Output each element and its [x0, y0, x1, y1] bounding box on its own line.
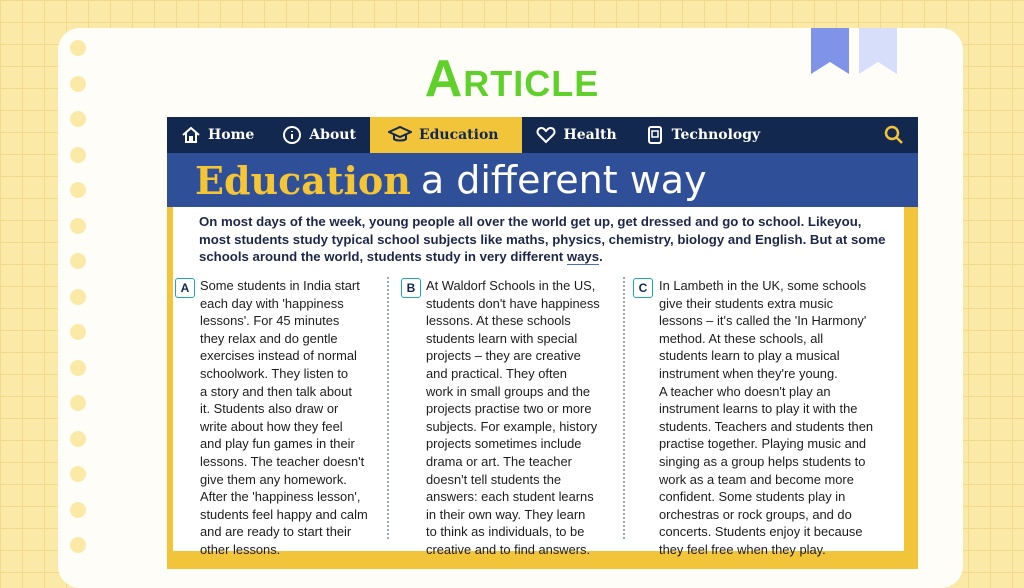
text-line: projects practise two or more — [426, 401, 592, 417]
badge-c: C — [633, 278, 653, 298]
graduation-cap-icon — [388, 125, 412, 145]
ring-hole — [70, 253, 86, 269]
ring-hole — [70, 218, 86, 234]
text-line: give their students extra music — [659, 295, 834, 311]
text-line: instrument learns to play it with the — [659, 401, 858, 417]
nav-label: About — [309, 127, 356, 143]
ring-hole — [70, 537, 86, 553]
ring-hole — [70, 324, 86, 340]
text-line: they relax and do gentle — [200, 330, 338, 346]
text-line: schoolwork. They listen to — [200, 365, 349, 381]
article-screenshot — [167, 117, 918, 569]
text-line: to think as individuals, to be — [426, 524, 585, 540]
tablet-icon — [645, 125, 665, 145]
text-line: drama or art. The teacher — [426, 453, 572, 469]
ring-hole — [70, 289, 86, 305]
intro-underlined-word: ways — [566, 249, 600, 264]
nav-bar — [167, 117, 918, 153]
text-line: projects – they are creative — [426, 348, 581, 364]
text-line: After the 'happiness lesson', — [200, 489, 361, 505]
ring-hole — [70, 111, 86, 127]
text-line: lessons. At these schools — [426, 313, 571, 329]
nav-label: Home — [208, 127, 255, 143]
column-c — [659, 277, 873, 559]
text-line: students. Teachers and students then — [659, 418, 874, 434]
search-icon[interactable] — [884, 125, 904, 145]
text-line: they feel free when they play. — [659, 541, 826, 557]
article-body — [167, 207, 918, 559]
ring-hole — [70, 502, 86, 518]
article-headline — [167, 153, 918, 207]
ring-hole — [70, 182, 86, 198]
text-line: students don't have happiness — [426, 295, 600, 311]
text-line: each day with 'happiness — [200, 295, 344, 311]
text-line: students learn to play a musical — [659, 348, 840, 364]
ring-hole — [70, 360, 86, 376]
text-line: At Waldorf Schools in the US, — [426, 278, 596, 293]
text-line: concerts. Students enjoy it because — [659, 524, 863, 540]
text-line: doesn't tell students the — [426, 471, 562, 487]
text-line: give them any homework. — [200, 471, 347, 487]
slide-title: Article — [424, 50, 600, 108]
text-line: Some students in India start — [200, 278, 360, 293]
text-line: projects sometimes include — [426, 436, 582, 452]
column-b — [426, 277, 600, 559]
badge-b: B — [401, 278, 421, 298]
text-line: students learn with special — [426, 330, 578, 346]
nav-item-about[interactable] — [268, 117, 370, 153]
heart-icon — [536, 125, 556, 145]
text-line: A teacher who doesn't play an — [659, 383, 831, 399]
text-line: work as a team and become more — [659, 471, 854, 487]
text-line: instrument when they're young. — [659, 365, 838, 381]
headline-rest: a different way — [420, 158, 707, 202]
text-line: confident. Some students play in — [659, 489, 846, 505]
headline-bold: Education — [195, 157, 411, 203]
intro-text: On most days of the week, young people all over the world get up, get dressed and go to school. Likeyou, most students study typical school subjects like maths, physics, chemistry, biology and English. But at some schools around the world, students study in very different — [199, 214, 886, 264]
text-line: lessons'. For 45 minutes — [200, 313, 340, 329]
text-line: in their own way. They learn — [426, 506, 586, 522]
text-line: subjects. For example, history — [426, 418, 598, 434]
text-line: and play fun games in their — [200, 436, 355, 452]
ring-hole — [70, 147, 86, 163]
text-line: In Lambeth in the UK, some schools — [659, 278, 867, 293]
text-line: students feel happy and calm — [200, 506, 368, 522]
nav-item-health[interactable] — [522, 117, 630, 153]
ring-hole — [70, 466, 86, 482]
nav-item-home[interactable] — [167, 117, 268, 153]
text-line: creative and to find answers. — [426, 541, 591, 557]
text-line: lessons – it's called the 'In Harmony' — [659, 313, 867, 329]
text-line: and practical. They often — [426, 365, 567, 381]
text-line: lessons. The teacher doesn't — [200, 453, 365, 469]
text-line: other lessons. — [200, 541, 281, 557]
text-line: exercises instead of normal — [200, 348, 357, 364]
ring-hole — [70, 431, 86, 447]
text-line: orchestras or rock groups, and do — [659, 506, 852, 522]
nav-label: Health — [563, 127, 617, 143]
column-a — [200, 277, 368, 559]
text-line: method. At these schools, all — [659, 330, 824, 346]
home-icon — [181, 125, 201, 145]
nav-item-technology[interactable] — [631, 117, 775, 153]
text-line: singing as a group helps students to — [659, 453, 866, 469]
text-line: it. Students also draw or — [200, 401, 339, 417]
column-divider — [387, 277, 389, 539]
badge-a: A — [175, 278, 195, 298]
text-line: write about how they feel — [200, 418, 343, 434]
nav-label: Education — [418, 127, 499, 143]
nav-item-education[interactable] — [370, 117, 523, 153]
text-line: and are ready to start their — [200, 524, 352, 540]
nav-label: Technology — [671, 127, 761, 143]
text-line: practise together. Playing music and — [659, 436, 867, 452]
article-intro — [199, 213, 889, 266]
column-divider — [623, 277, 625, 539]
text-line: work in small groups and the — [426, 383, 591, 399]
text-line: answers: each student learns — [426, 489, 594, 505]
text-line: a story and then talk about — [200, 383, 352, 399]
ring-hole — [70, 395, 86, 411]
info-icon — [282, 125, 302, 145]
intro-end: . — [599, 249, 603, 264]
